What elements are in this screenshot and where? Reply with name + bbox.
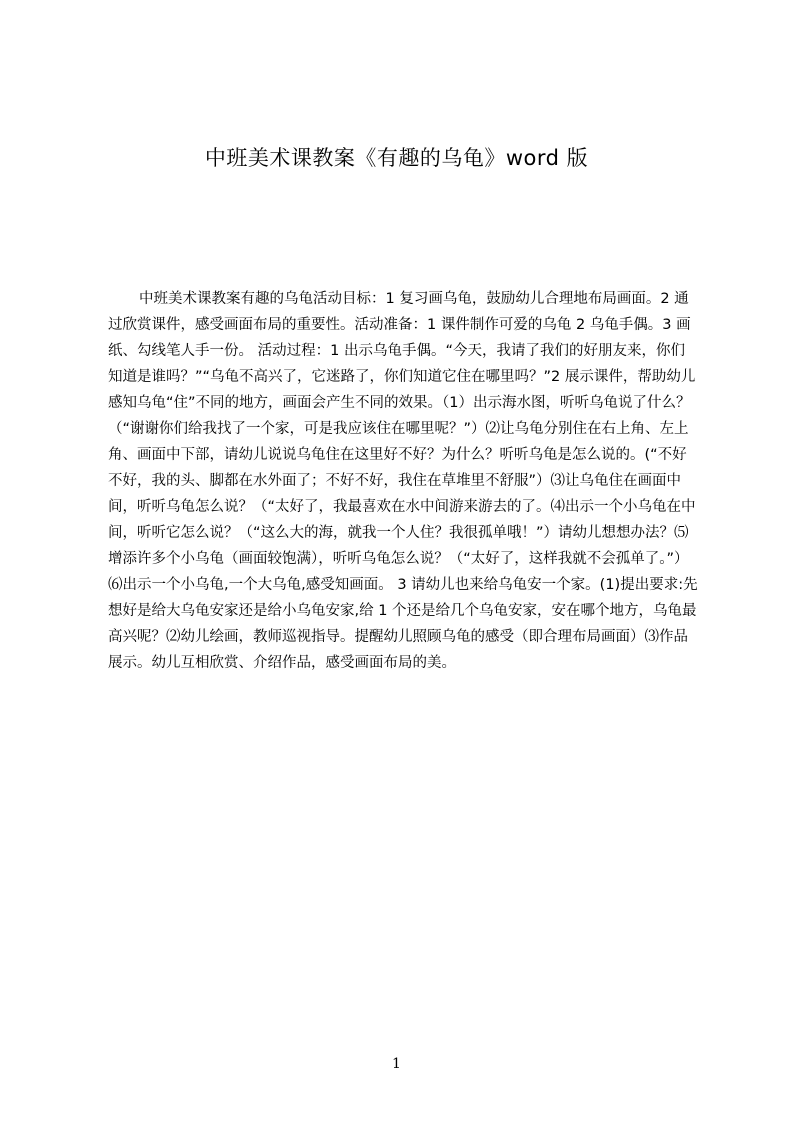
document-title: 中班美术课教案《有趣的乌龟》word 版 (204, 146, 589, 170)
page-number: 1 (392, 1056, 401, 1072)
lesson-plan-body: 中班美术课教案有趣的乌龟活动目标：1 复习画乌龟，鼓励幼儿合理地布局画面。2 通过欣赏课件，感受画面布局的重要性。活动准备：1 课件制作可爱的乌龟 2 乌龟手偶。3 画纸、勾线笔人手一份。 活动过程：1 出示乌龟手偶。“今天，我请了我们的好朋友来，你们知道是谁吗？”“乌龟不高兴了，它迷路了，你们知道它住在哪里吗？”2 展示课件，帮助幼儿感知乌龟“住”不同的地方，画面会产生不同的效果。（1）出示海水图，听听乌龟说了什么？（“谢谢你们给我找了一个家，可是我应该住在哪里呢？”）⑵让乌龟分别住在右上角、左上角、画面中下部，请幼儿说说乌龟住在这里好不好？为什么？听听乌龟是怎么说的。(“不好不好，我的头、脚都在水外面了；不好不好，我住在草堆里不舒服”）⑶让乌龟住在画面中间，听听乌龟怎么说？（“太好了，我最喜欢在水中间游来游去的了。⑷出示一个小乌龟在中间，听听它怎么说？（“这么大的海，就我一个人住？我很孤单哦！”）请幼儿想想办法？⑸增添许多个小乌龟（画面较饱满），听听乌龟怎么说？（“太好了，这样我就不会孤单了。”）⑹出示一个小乌龟,一个大乌龟,感受知画面。 3 请幼儿也来给乌龟安一个家。(1)提出要求:先想好是给大乌龟安家还是给小乌龟安家,给 1 个还是给几个乌龟安家，安在哪个地方，乌龟最高兴呢？⑵幼儿绘画，教师巡视指导。提醒幼儿照顾乌龟的感受（即合理布局画面）⑶作品展示。幼儿互相欣赏、介绍作品，感受画面布局的美。 (108, 291, 698, 671)
